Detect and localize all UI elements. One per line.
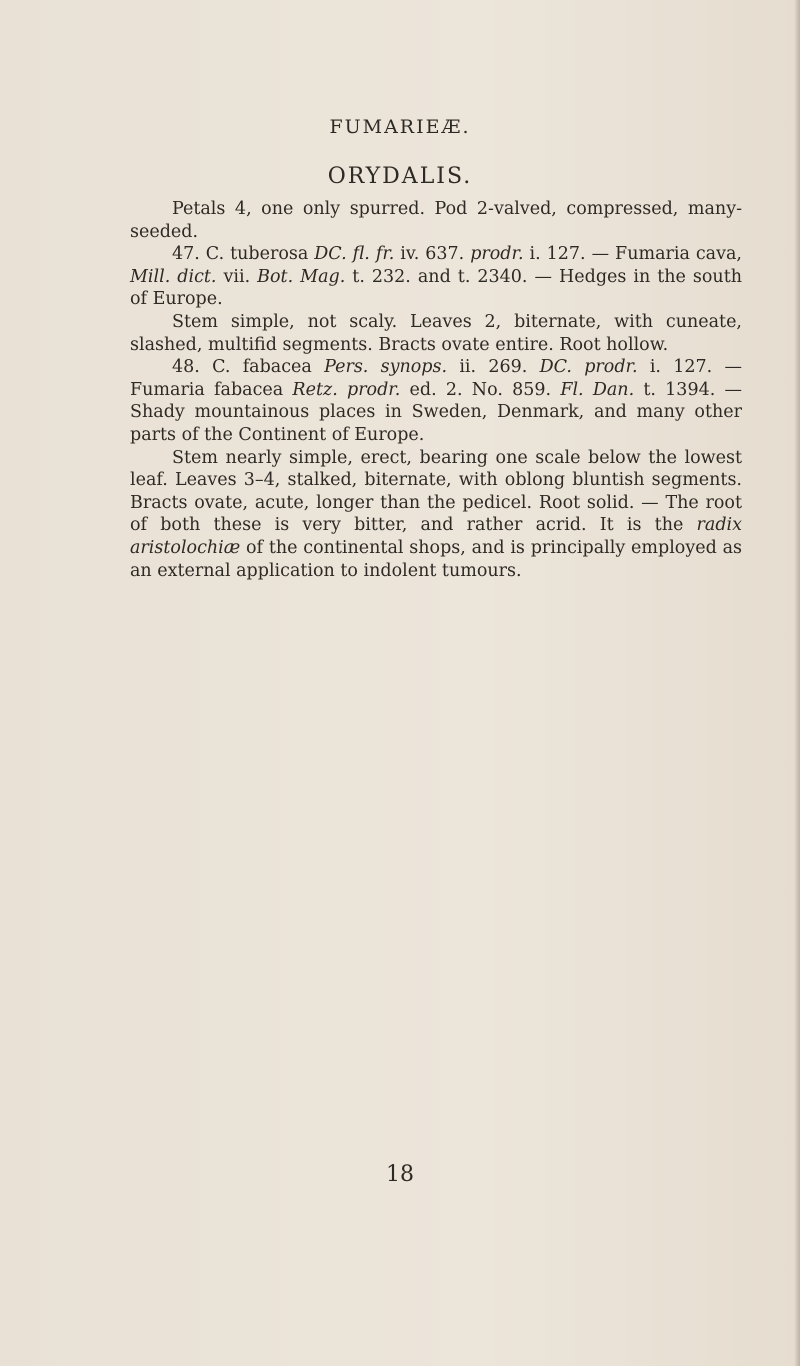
citation-ref: iv. 637. (394, 244, 471, 265)
drug-name: radix aristolochiæ (130, 515, 742, 558)
citation-author: DC. fl. fr. (314, 244, 395, 265)
habitat-text: t. 232. and t. 2340. — Hedges in the south of Europe. (130, 266, 743, 310)
page-number: 18 (386, 1162, 414, 1187)
species-47-description: Stem simple, not scaly. Leaves 2, biternate, with cuneate, slashed, multifid segments. Bracts ovate entire. Root hollow. (130, 311, 742, 355)
text-block (130, 198, 742, 582)
genus-title: ORYDALIS. (327, 164, 473, 189)
citation-author: Retz. prodr. (292, 379, 401, 400)
citation-work: prodr. (470, 244, 524, 265)
citation-work: Bot. Mag. (257, 266, 346, 287)
species-48-paragraph (130, 356, 742, 446)
citation-work: Fl. Dan. (560, 379, 635, 400)
habitat-text: t. 1394. — Shady mountainous places in Sweden, Denmark, and many other parts of the Continent of Europe. (130, 379, 742, 445)
description-text: of the continental shops, and is principally employed as an external application to indolent tumours. (130, 537, 742, 581)
citation-ref: ed. 2. No. 859. (400, 379, 561, 400)
citation-ref: ii. 269. (447, 357, 540, 378)
citation-author: Pers. synops. (324, 357, 448, 378)
species-48-name: 48. C. fabacea (172, 357, 325, 378)
genus-character-paragraph: Petals 4, one only spurred. Pod 2-valved, compressed, many-seeded. (130, 199, 742, 242)
species-47-name: 47. C. tuberosa (172, 244, 315, 265)
species-47-paragraph (130, 243, 742, 311)
species-48-description (130, 447, 742, 583)
citation-work: DC. prodr. (539, 357, 638, 378)
citation-ref: i. 127. — Fumaria cava, (523, 244, 742, 265)
description-text: Stem nearly simple, erect, bearing one scale below the lowest leaf. Leaves 3–4, stalked, biternate, with oblong bluntish segments. Bracts ovate, acute, longer than the pedicel. Root solid. — The root of both these is very bitter, and rather acrid. It is the (130, 447, 742, 536)
running-head: FUMARIEÆ. (329, 116, 471, 138)
citation-ref: i. 127. — Fumaria fabacea (130, 357, 742, 400)
citation-author: Mill. dict. (130, 266, 217, 287)
citation-ref: vii. (216, 266, 258, 287)
